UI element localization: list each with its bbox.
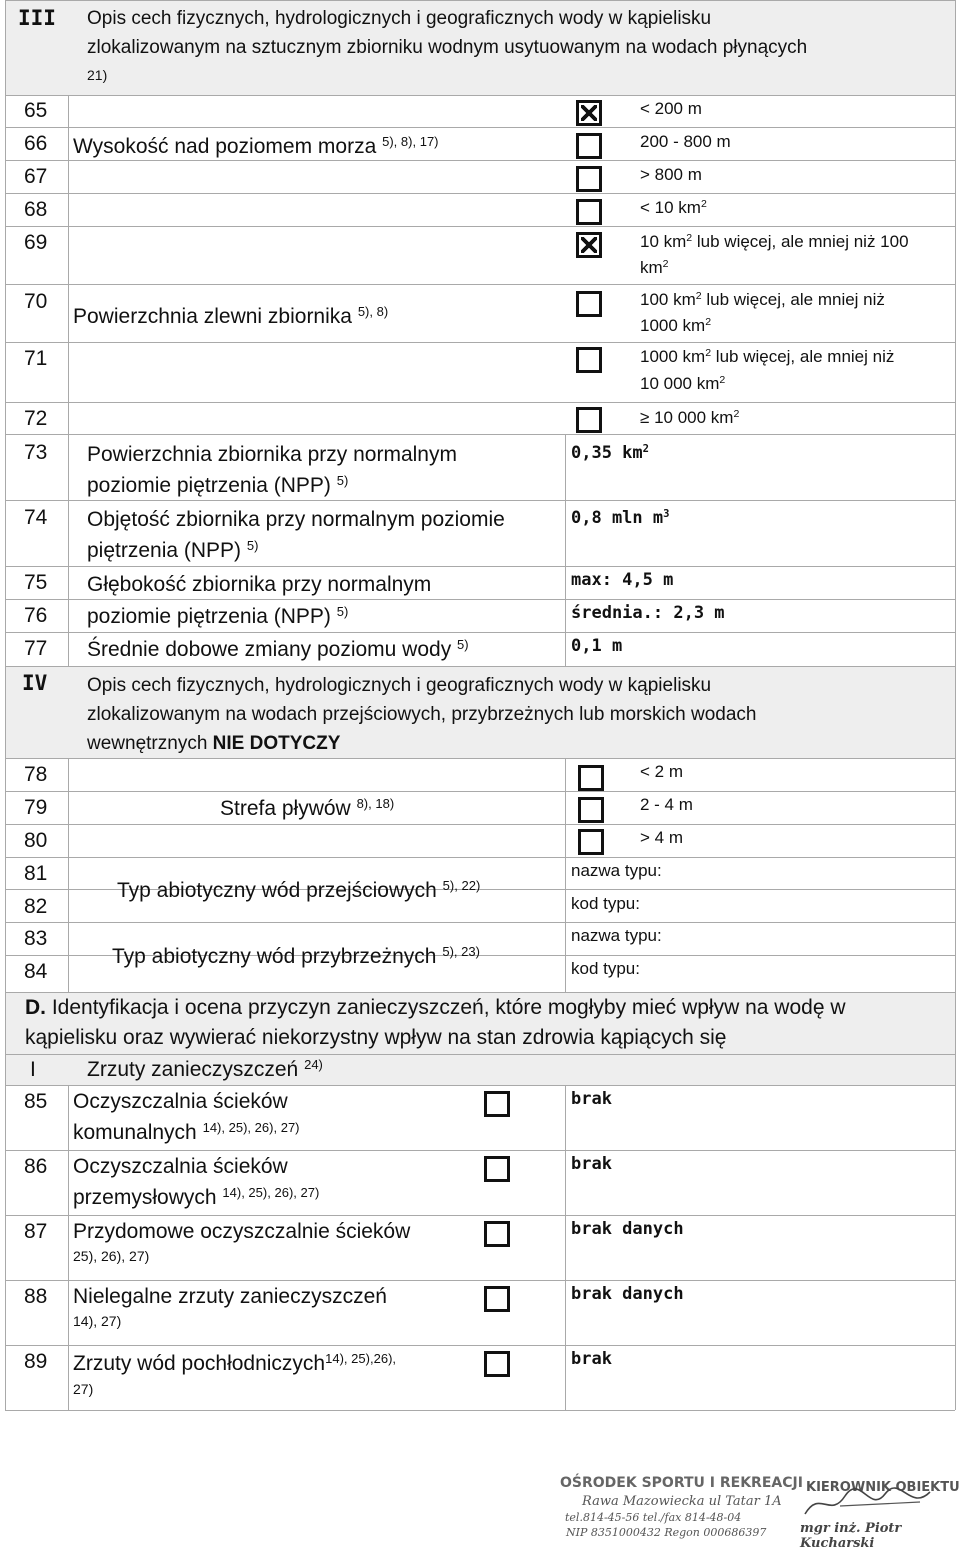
section-iii-title-line1: Opis cech fizycznych, hydrologicznych i geograficznych wody w kąpielisku bbox=[87, 8, 712, 29]
option-label: > 4 m bbox=[640, 828, 683, 847]
value-illegal-discharges: brak danych bbox=[571, 1284, 684, 1304]
label-illegal-discharges-refs: 14), 27) bbox=[73, 1313, 122, 1329]
label-catchment-area: Powierzchnia zlewni zbiornika $^{5), 8)}$ bbox=[73, 303, 389, 328]
label-municipal-wwtp-cont: komunalnych $^{14), 25), 26), 27)}$ bbox=[73, 1119, 300, 1144]
field-type-name: nazwa typu: bbox=[571, 861, 662, 880]
section-i-number: I bbox=[30, 1058, 36, 1081]
label-reservoir-area-cont: poziomie piętrzenia (NPP) $^{5)}$ bbox=[87, 472, 349, 497]
value-depth-max: max: 4,5 m bbox=[571, 570, 674, 590]
field-type-name: nazwa typu: bbox=[571, 926, 662, 945]
section-i-title: Zrzuty zanieczyszczeń $^{24)}$ bbox=[87, 1056, 323, 1081]
label-cooling-water: Zrzuty wód pochłodniczych$^{14), 25),26),}$ bbox=[73, 1350, 397, 1375]
row-number: 80 bbox=[24, 829, 48, 852]
option-label: < 200 m bbox=[640, 99, 702, 118]
row-number: 67 bbox=[24, 165, 48, 188]
section-iii-number: III bbox=[18, 6, 56, 30]
checkbox-tide-above-4m[interactable] bbox=[578, 829, 604, 855]
value-cooling-water: brak bbox=[571, 1349, 612, 1369]
label-altitude: Wysokość nad poziomem morza $^{5), 8), 17)}$ bbox=[73, 133, 439, 158]
row-number: 78 bbox=[24, 763, 48, 786]
row-number: 75 bbox=[24, 571, 48, 594]
section-d-title-line2: kąpielisku oraz wywierać niekorzystny wpływ na stan zdrowia kąpiących się bbox=[25, 1026, 727, 1049]
row-number: 69 bbox=[24, 231, 48, 254]
row-number: 73 bbox=[24, 441, 48, 464]
checkbox-below-200m[interactable] bbox=[576, 100, 602, 126]
checkbox-below-10km2[interactable] bbox=[576, 199, 602, 225]
checkbox-above-800m[interactable] bbox=[576, 166, 602, 192]
not-applicable-label: NIE DOTYCZY bbox=[212, 733, 341, 754]
section-iii-title-line2: zlokalizowanym na sztucznym zbiorniku wodnym usytuowanym na wodach płynących bbox=[87, 37, 808, 58]
checkbox-illegal-discharges[interactable] bbox=[484, 1286, 510, 1312]
section-iii-footnote-ref: 21) bbox=[87, 67, 108, 83]
option-label: < 10 $km^2$ bbox=[640, 198, 707, 217]
label-level-changes: Średnie dobowe zmiany poziomu wody $^{5)}$ bbox=[87, 636, 469, 661]
label-tidal-zone: Strefa pływów $^{8), 18)}$ bbox=[220, 795, 395, 820]
label-reservoir-depth: Głębokość zbiornika przy normalnym bbox=[87, 573, 432, 596]
option-label: 10 $km^2$ lub więcej, ale mniej niż 100 bbox=[640, 232, 909, 251]
row-number: 88 bbox=[24, 1285, 48, 1308]
label-reservoir-volume: Objętość zbiornika przy normalnym poziomie bbox=[87, 508, 505, 531]
option-label: 1000 $km^2$ lub więcej, ale mniej niż bbox=[640, 347, 895, 366]
label-illegal-discharges: Nielegalne zrzuty zanieczyszczeń bbox=[73, 1285, 387, 1308]
checkbox-200-800m[interactable] bbox=[576, 133, 602, 159]
label-household-wwtp-refs: 25), 26), 27) bbox=[73, 1248, 150, 1264]
label-industrial-wwtp-cont: przemysłowych $^{14), 25), 26), 27)}$ bbox=[73, 1184, 320, 1209]
label-industrial-wwtp: Oczyszczalnia ścieków bbox=[73, 1155, 288, 1178]
row-number: 66 bbox=[24, 132, 48, 155]
value-reservoir-area: 0,35 $km^2$ bbox=[571, 443, 649, 463]
row-number: 84 bbox=[24, 960, 48, 983]
row-number: 79 bbox=[24, 796, 48, 819]
option-label: > 800 m bbox=[640, 165, 702, 184]
section-iv-number: IV bbox=[22, 671, 48, 695]
field-type-code: kod typu: bbox=[571, 959, 640, 978]
checkbox-1000-10000km2[interactable] bbox=[576, 347, 602, 373]
row-number: 76 bbox=[24, 604, 48, 627]
value-level-changes: 0,1 m bbox=[571, 636, 623, 656]
checkbox-municipal-wwtp[interactable] bbox=[484, 1091, 510, 1117]
label-transitional-type: Typ abiotyczny wód przejściowych $^{5), 22)}$ bbox=[117, 877, 481, 902]
row-number: 71 bbox=[24, 347, 48, 370]
section-d-title-line1: D. Identyfikacja i ocena przyczyn zanieczyszczeń, które mogłyby mieć wpływ na wodę w bbox=[25, 996, 846, 1019]
option-label: 200 - 800 m bbox=[640, 132, 731, 151]
row-number: 68 bbox=[24, 198, 48, 221]
row-number: 89 bbox=[24, 1350, 48, 1373]
value-reservoir-volume: 0,8 mln $m^3$ bbox=[571, 508, 670, 528]
value-household-wwtp: brak danych bbox=[571, 1219, 684, 1239]
checkbox-tide-below-2m[interactable] bbox=[578, 765, 604, 791]
row-number: 83 bbox=[24, 927, 48, 950]
option-label: 100 $km^2$ lub więcej, ale mniej niż bbox=[640, 290, 885, 309]
row-number: 85 bbox=[24, 1090, 48, 1113]
label-municipal-wwtp: Oczyszczalnia ścieków bbox=[73, 1090, 288, 1113]
value-depth-mean: średnia.: 2,3 m bbox=[571, 603, 725, 623]
section-iv-title-line1: Opis cech fizycznych, hydrologicznych i geograficznych wody w kąpielisku bbox=[87, 675, 712, 696]
row-number: 87 bbox=[24, 1220, 48, 1243]
checkbox-household-wwtp[interactable] bbox=[484, 1221, 510, 1247]
row-number: 82 bbox=[24, 895, 48, 918]
checkbox-10-100km2[interactable] bbox=[576, 232, 602, 258]
value-industrial-wwtp: brak bbox=[571, 1154, 612, 1174]
checkbox-100-1000km2[interactable] bbox=[576, 291, 602, 317]
row-number: 77 bbox=[24, 637, 48, 660]
value-municipal-wwtp: brak bbox=[571, 1089, 612, 1109]
label-household-wwtp: Przydomowe oczyszczalnie ścieków bbox=[73, 1220, 411, 1243]
row-number: 65 bbox=[24, 99, 48, 122]
row-number: 72 bbox=[24, 407, 48, 430]
label-reservoir-volume-cont: piętrzenia (NPP) $^{5)}$ bbox=[87, 537, 259, 562]
checkbox-above-10000km2[interactable] bbox=[576, 407, 602, 433]
option-label: 2 - 4 m bbox=[640, 795, 693, 814]
section-iv-title-line3: wewnętrznych NIE DOTYCZY bbox=[87, 733, 341, 754]
row-number: 86 bbox=[24, 1155, 48, 1178]
row-number: 70 bbox=[24, 290, 48, 313]
checkbox-industrial-wwtp[interactable] bbox=[484, 1156, 510, 1182]
label-coastal-type: Typ abiotyczny wód przybrzeżnych $^{5), 23)}$ bbox=[112, 943, 480, 968]
row-number: 74 bbox=[24, 506, 48, 529]
label-cooling-water-refs: 27) bbox=[73, 1381, 94, 1397]
checkbox-cooling-water[interactable] bbox=[484, 1351, 510, 1377]
handwritten-signature bbox=[800, 1484, 950, 1524]
field-type-code: kod typu: bbox=[571, 894, 640, 913]
row-number: 81 bbox=[24, 862, 48, 885]
section-iv-title-line2: zlokalizowanym na wodach przejściowych, przybrzeżnych lub morskich wodach bbox=[87, 704, 757, 725]
option-label-cont: $km^2$ bbox=[640, 258, 669, 277]
label-reservoir-depth-cont: poziomie piętrzenia (NPP) $^{5)}$ bbox=[87, 603, 349, 628]
option-label: < 2 m bbox=[640, 762, 683, 781]
option-label-cont: 1000 $km^2$ bbox=[640, 316, 712, 335]
option-label-cont: 10 000 $km^2$ bbox=[640, 374, 726, 393]
label-reservoir-area: Powierzchnia zbiornika przy normalnym bbox=[87, 443, 457, 466]
checkbox-tide-2-4m[interactable] bbox=[578, 797, 604, 823]
option-label: ≥ 10 000 $km^2$ bbox=[640, 408, 740, 427]
